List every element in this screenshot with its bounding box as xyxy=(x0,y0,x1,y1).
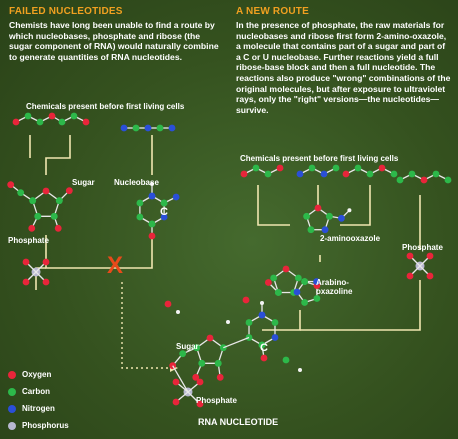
atom-carbon xyxy=(283,357,290,364)
atom-carbon xyxy=(313,295,320,302)
atom-oxygen xyxy=(407,273,414,280)
connector-right-a xyxy=(258,185,290,225)
atom-carbon xyxy=(409,171,416,178)
atom-oxygen xyxy=(23,259,30,266)
atom-oxygen xyxy=(427,273,434,280)
atom-carbon xyxy=(25,113,32,120)
atom-nitrogen xyxy=(297,171,304,178)
atom-oxygen xyxy=(407,253,414,260)
atom-hydrogen xyxy=(298,368,302,372)
dotted-arrow xyxy=(122,282,170,368)
atom-carbon xyxy=(51,213,58,220)
atom-carbon xyxy=(71,113,78,120)
atom-oxygen xyxy=(173,399,180,406)
left-base-letter: C xyxy=(160,206,168,218)
atom-carbon xyxy=(355,165,362,172)
nucleotide-phosphate-label: Phosphate xyxy=(196,396,237,405)
atom-oxygen xyxy=(173,379,180,386)
atom-oxygen xyxy=(283,266,290,273)
atom-oxygen xyxy=(427,253,434,260)
atom-carbon xyxy=(37,119,44,126)
atom-oxygen xyxy=(43,259,50,266)
atom-carbon xyxy=(59,119,66,126)
nitrogen-swatch xyxy=(8,405,16,413)
atom-carbon xyxy=(179,350,186,357)
aminooxazole-label: 2-aminooxazole xyxy=(320,234,381,243)
atom-oxygen xyxy=(243,297,250,304)
atom-hydrogen xyxy=(347,208,351,212)
atom-carbon xyxy=(215,360,222,367)
atom-oxygen xyxy=(265,279,272,286)
atom-carbon xyxy=(265,171,272,178)
atom-hydrogen xyxy=(176,310,180,314)
legend-label-oxygen: Oxygen xyxy=(22,370,52,379)
connector-left-join xyxy=(46,235,152,268)
atom-oxygen xyxy=(43,188,50,195)
right-phosphate-label: Phosphate xyxy=(402,243,443,252)
legend-label-carbon: Carbon xyxy=(22,387,50,396)
failed-route-mark: X xyxy=(107,252,124,279)
atom-oxygen xyxy=(66,187,73,194)
atom-oxygen xyxy=(315,205,322,212)
atom-carbon xyxy=(270,275,277,282)
atom-carbon xyxy=(433,171,440,178)
atom-oxygen xyxy=(192,374,199,381)
connector-right-e xyxy=(262,310,300,330)
nucleotide-caption: RNA NUCLEOTIDE xyxy=(198,417,279,427)
atom-oxygen xyxy=(241,171,248,178)
atom-oxygen xyxy=(7,181,14,188)
left-phosphate-label: Phosphate xyxy=(8,236,49,245)
atom-nitrogen xyxy=(338,215,345,222)
left-chemicals-label: Chemicals present before first living cells xyxy=(26,102,185,111)
atom-carbon xyxy=(333,165,340,172)
connector-lines xyxy=(30,135,420,330)
atom-carbon xyxy=(295,275,302,282)
atom-carbon xyxy=(136,200,143,207)
atom-oxygen xyxy=(13,119,20,126)
atom-carbon xyxy=(136,214,143,221)
atom-carbon xyxy=(198,360,205,367)
legend-label-nitrogen: Nitrogen xyxy=(22,404,55,413)
atom-nitrogen xyxy=(259,312,266,319)
atom-oxygen xyxy=(277,165,284,172)
atom-nitrogen xyxy=(149,193,156,200)
atom-carbon xyxy=(133,125,140,132)
atom-carbon xyxy=(275,289,282,296)
atom-hydrogen xyxy=(260,301,264,305)
carbon-swatch xyxy=(8,388,16,396)
atom-carbon xyxy=(309,165,316,172)
atom-nitrogen xyxy=(294,289,301,296)
atom-oxygen xyxy=(55,225,62,232)
legend-label-phosphorus: Phosphorus xyxy=(22,421,69,430)
atom-oxygen xyxy=(149,233,156,240)
atom-carbon xyxy=(34,213,41,220)
left-sugar-label: Sugar xyxy=(72,178,95,187)
oxygen-swatch xyxy=(8,371,16,379)
nucleotide-base-letter: C xyxy=(260,342,268,354)
atom-carbon xyxy=(272,319,279,326)
atom-carbon xyxy=(391,171,398,178)
atom-carbon xyxy=(445,177,452,184)
atom-oxygen xyxy=(207,335,214,342)
atom-carbon xyxy=(308,226,315,233)
right-chemicals-label: Chemicals present before first living cells xyxy=(240,154,399,163)
atom-nitrogen xyxy=(321,171,328,178)
right-panel-body: In the presence of phosphate, the raw materials for nucleobases and ribose first form 2-amino-oxazole, a molecule that contains part of a sugar and part of a C or U nucleobase. Further reactions yield a full ribose-base block and then a full nucleotide. The reactions also produce "wrong" combinations of the original molecules, but after exposure to ultraviolet rays, only the "right" versions—the nucleotides—survive. xyxy=(236,20,451,115)
atom-carbon xyxy=(17,189,24,196)
phosphorus-swatch xyxy=(8,422,16,430)
atom-carbon xyxy=(149,221,156,228)
atom-oxygen xyxy=(49,113,56,120)
atom-carbon xyxy=(397,177,404,184)
atom-carbon xyxy=(56,197,63,204)
atom-oxygen xyxy=(83,119,90,126)
atom-oxygen xyxy=(343,171,350,178)
atom-carbon xyxy=(29,197,36,204)
atom-carbon xyxy=(253,165,260,172)
atom-oxygen xyxy=(421,177,428,184)
atom-hydrogen xyxy=(226,320,230,324)
atom-nitrogen xyxy=(173,194,180,201)
atom-nitrogen xyxy=(322,226,329,233)
left-panel-title: FAILED NUCLEOTIDES xyxy=(9,6,123,17)
atom-oxygen xyxy=(261,355,268,362)
bond xyxy=(223,338,249,348)
atom-carbon xyxy=(326,213,333,220)
left-nucleobase-label: Nucleobase xyxy=(114,178,159,187)
atom-nitrogen xyxy=(169,125,176,132)
connector-left-sugar xyxy=(46,135,70,175)
atom-carbon xyxy=(301,278,308,285)
atom-carbon xyxy=(367,171,374,178)
atom-nitrogen xyxy=(121,125,128,132)
atom-nitrogen xyxy=(272,334,279,341)
nucleotide-sugar-label: Sugar xyxy=(176,342,199,351)
atom-carbon xyxy=(301,299,308,306)
atom-carbon xyxy=(303,213,310,220)
atom-oxygen xyxy=(43,279,50,286)
atom-oxygen xyxy=(23,279,30,286)
atom-oxygen xyxy=(28,225,35,232)
atom-oxygen xyxy=(379,165,386,172)
atom-carbon xyxy=(157,125,164,132)
atom-oxygen xyxy=(165,301,172,308)
arabino-oxazoline-label: Arabino-oxazoline xyxy=(316,278,353,296)
atom-oxygen xyxy=(217,374,224,381)
right-panel-title: A NEW ROUTE xyxy=(236,6,309,17)
left-panel-body: Chemists have long been unable to find a route by which nucleobases, phosphate and ribose (the sugar component of RNA) would naturally combine to generate quantities of RNA nucleotides. xyxy=(9,20,219,62)
atom-nitrogen xyxy=(145,125,152,132)
atom-carbon xyxy=(246,319,253,326)
